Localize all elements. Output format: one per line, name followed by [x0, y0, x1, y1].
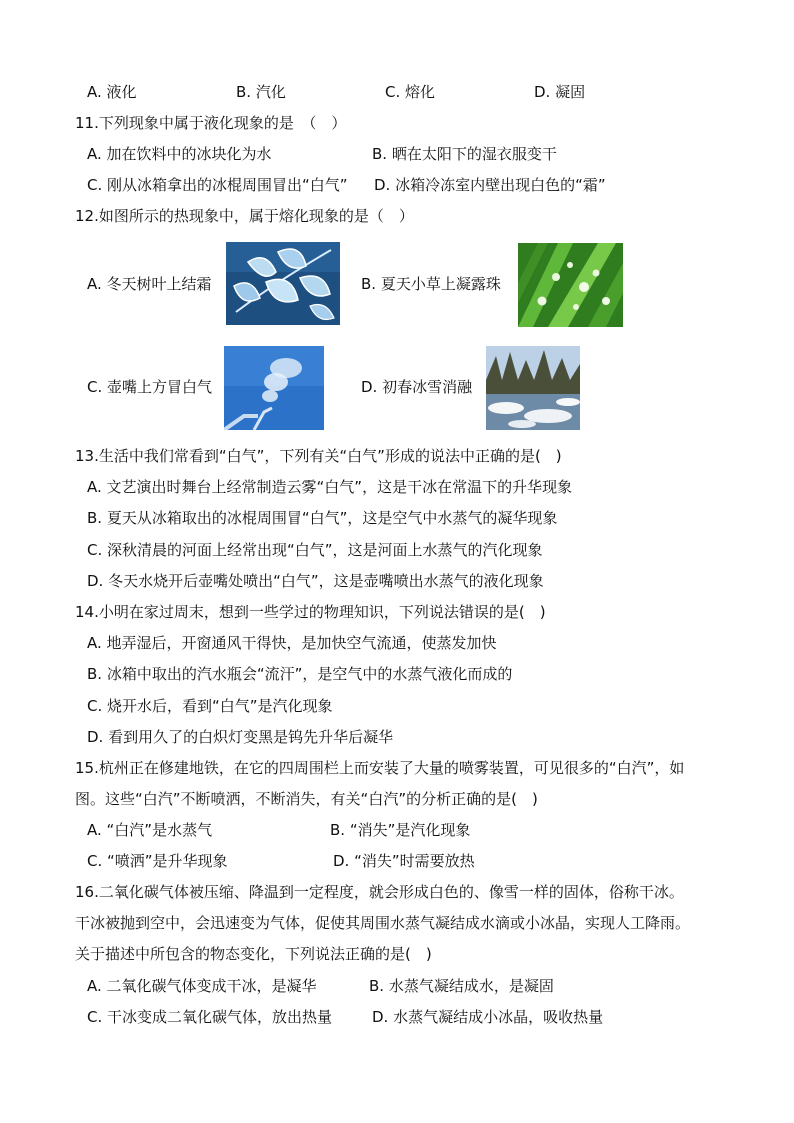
- q12-stem: 12.如图所示的热现象中，属于熔化现象的是（ ）: [75, 207, 414, 225]
- q12-option-c: C. 壶嘴上方冒白气: [87, 378, 213, 396]
- q14-option-d: D. 看到用久了的白炽灯变黑是钨先升华后凝华: [87, 728, 394, 746]
- q13-stem: 13.生活中我们常看到“白气”，下列有关“白气”形成的说法中正确的是( ): [75, 447, 562, 465]
- q13-option-c: C. 深秋清晨的河面上经常出现“白气”，这是河面上水蒸气的汽化现象: [87, 541, 543, 559]
- q16-stem-line-1: 16.二氧化碳气体被压缩、降温到一定程度，就会形成白色的、像雪一样的固体，俗称干冰。: [75, 883, 684, 901]
- q15-stem-line-1: 15.杭州正在修建地铁，在它的四周围栏上而安装了大量的喷雾装置，可见很多的“白汽”，如: [75, 759, 685, 777]
- q12-option-a: A. 冬天树叶上结霜: [87, 275, 212, 293]
- q14-option-c: C. 烧开水后，看到“白气”是汽化现象: [87, 697, 333, 715]
- q15-option-b: B. “消失”是汽化现象: [330, 821, 471, 839]
- q11-option-a: A. 加在饮料中的冰块化为水: [87, 145, 272, 163]
- q15-option-d: D. “消失”时需要放热: [333, 852, 475, 870]
- kettle-steam-image: [224, 346, 324, 430]
- q10-option-c: C. 熔化: [385, 83, 436, 101]
- q15-option-c: C. “喷洒”是升华现象: [87, 852, 228, 870]
- q11-option-b: B. 晒在太阳下的湿衣服变干: [372, 145, 557, 163]
- q11-option-c: C. 刚从冰箱拿出的冰棍周围冒出“白气”: [87, 176, 348, 194]
- q16-stem-line-3: 关于描述中所包含的物态变化，下列说法正确的是( ): [75, 945, 432, 963]
- q16-option-c: C. 干冰变成二氧化碳气体，放出热量: [87, 1008, 333, 1026]
- q13-option-d: D. 冬天水烧开后壶嘴处喷出“白气”，这是壶嘴喷出水蒸气的液化现象: [87, 572, 544, 590]
- q12-option-b: B. 夏天小草上凝露珠: [361, 275, 501, 293]
- q13-option-a: A. 文艺演出时舞台上经常制造云雾“白气”，这是干冰在常温下的升华现象: [87, 478, 573, 496]
- q13-option-b: B. 夏天从冰箱取出的冰棍周围冒“白气”，这是空气中水蒸气的凝华现象: [87, 509, 558, 527]
- q14-option-a: A. 地弄湿后，开窗通风干得快，是加快空气流通，使蒸发加快: [87, 634, 497, 652]
- frost-leaves-image: [226, 242, 340, 325]
- q14-option-b: B. 冰箱中取出的汽水瓶会“流汗”，是空气中的水蒸气液化而成的: [87, 665, 513, 683]
- q16-stem-line-2: 干冰被抛到空中，会迅速变为气体，促使其周围水蒸气凝结成水滴或小冰晶，实现人工降雨。: [75, 914, 691, 932]
- q15-option-a: A. “白汽”是水蒸气: [87, 821, 213, 839]
- melting-snow-image: [486, 346, 580, 430]
- q16-option-a: A. 二氧化碳气体变成干冰，是凝华: [87, 977, 317, 995]
- q11-stem: 11.下列现象中属于液化现象的是 （ ）: [75, 114, 347, 132]
- q15-stem-line-2: 图。这些“白汽”不断喷洒，不断消失，有关“白汽”的分析正确的是( ): [75, 790, 538, 808]
- q16-option-b: B. 水蒸气凝结成水，是凝固: [369, 977, 554, 995]
- q10-option-d: D. 凝固: [534, 83, 586, 101]
- q11-option-d: D. 冰箱冷冻室内壁出现白色的“霜”: [374, 176, 606, 194]
- dew-grass-image: [518, 243, 623, 327]
- q16-option-d: D. 水蒸气凝结成小冰晶，吸收热量: [372, 1008, 604, 1026]
- q10-option-a: A. 液化: [87, 83, 137, 101]
- q12-option-d: D. 初春冰雪消融: [361, 378, 473, 396]
- q14-stem: 14.小明在家过周末，想到一些学过的物理知识，下列说法错误的是( ): [75, 603, 546, 621]
- q10-option-b: B. 汽化: [236, 83, 286, 101]
